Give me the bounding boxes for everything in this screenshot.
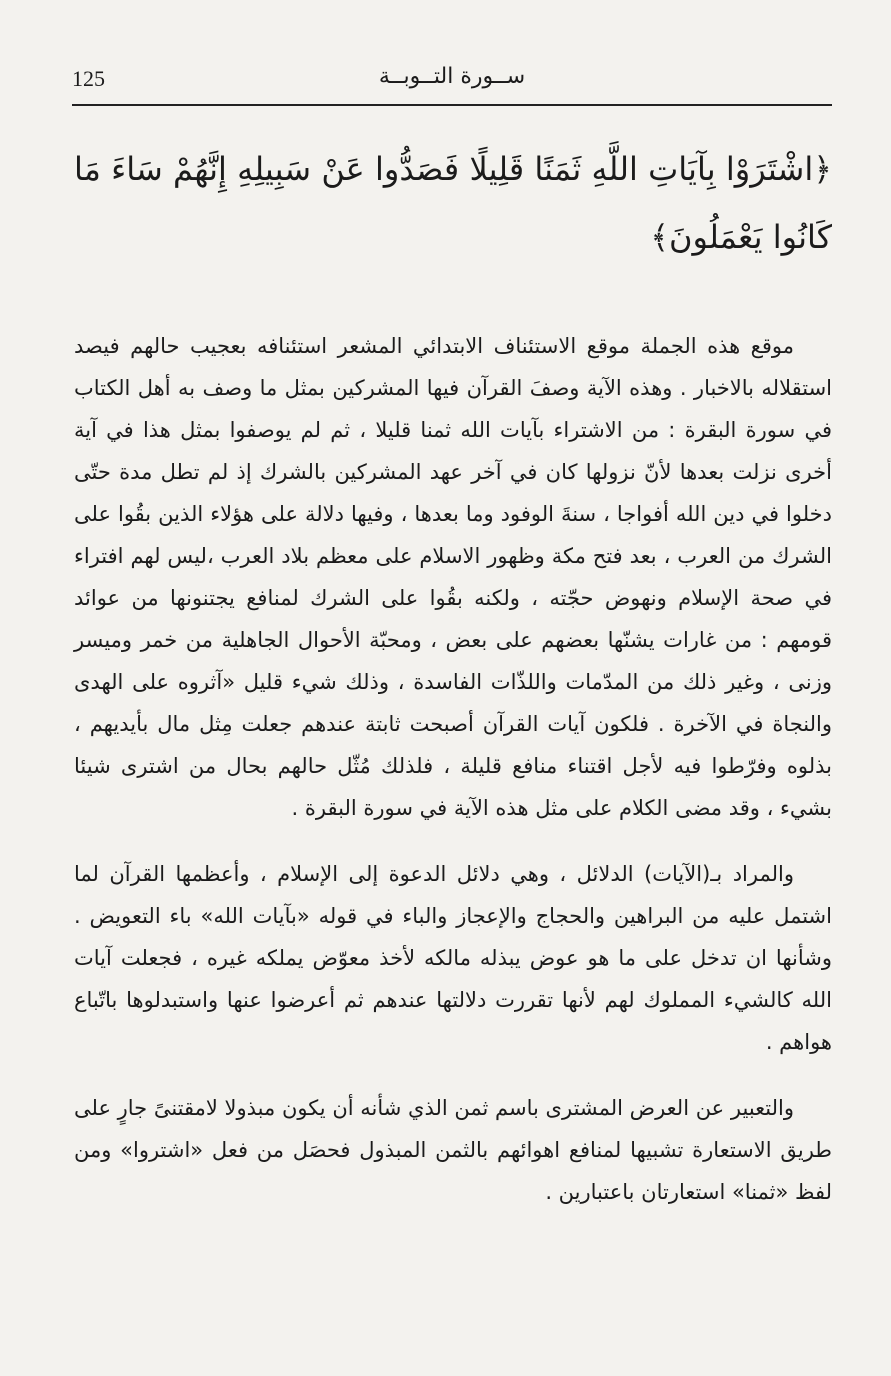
quran-verse: ﴿اشْتَرَوْا بِآيَاتِ اللَّهِ ثَمَنًا قَلِيلًا فَصَدُّوا عَنْ سَبِيلِهِ إِنَّهُمْ سَاءَ مَا كَانُوا يَعْمَلُونَ﴾: [74, 150, 832, 256]
paragraph: والمراد بـ(الآيات) الدلائل ، وهي دلائل الدعوة إلى الإسلام ، وأعظمها القرآن لما اشتمل عليه من البراهين والحجاج والإعجاز والباء في قوله «بآيات الله» باء التعويض . وشأنها ان تدخل على ما هو عوض يبذله مالكه لأخذ معوّض يملكه غيره ، فجعلت آيات الله كالشيء المملوك لهم لأنها تقررت دلالتها عندهم ثم أعرضوا عنها واستبدلوها باتّباع هواهم .: [74, 862, 832, 1054]
commentary-text: [74, 325, 832, 1237]
page-number: 125: [72, 66, 105, 91]
header-divider: [72, 104, 832, 106]
surah-title: ســورة التــوبــة: [378, 64, 526, 89]
paragraph: موقع هذه الجملة موقع الاستئناف الابتدائي المشعر استئنافه بعجيب حالهم فيصد استقلاله بالاخبار . وهذه الآية وصفَ القرآن فيها المشركين بمثل ما وصف به أهل الكتاب في سورة البقرة : من الاشتراء بآيات الله ثمنا قليلا ، ثم لم يوصفوا بمثل هذا في آية أخرى نزلت بعدها لأنّ نزولها كان في آخر عهد المشركين بالشرك إذ لم تطل مدة حتّى دخلوا في دين الله أفواجا ، سنةَ الوفود وما بعدها ، وفيها دلالة على هؤلاء الذين بقُوا على الشرك من العرب ، بعد فتح مكة وظهور الاسلام على معظم بلاد العرب ،ليس لهم افتراء في صحة الإسلام ونهوض حجّته ، ولكنه بقُوا على الشرك لمنافع يجتنونها من عوائد قومهم : من غارات يشنّها بعضهم على بعض ، ومحبّة الأحوال الجاهلية من خمر وميسر وزنى ، وغير ذلك من المدّمات واللذّات الفاسدة ، وذلك شيء قليل «آثروه على الهدى والنجاة في الآخرة . فلكون آيات القرآن أصبحت ثابتة عندهم جعلت مِثل مال بأيديهم ، بذلوه وفرّطوا فيه لأجل اقتناء منافع قليلة ، فلذلك مُثّل حالهم بحال من اشترى شيئا بشيء ، وقد مضى الكلام على مثل هذه الآية في سورة البقرة .: [74, 334, 832, 820]
paragraph: والتعبير عن العرض المشترى باسم ثمن الذي شأنه أن يكون مبذولا لامقتنىً جارٍ على طريق الاستعارة تشبيها لمنافع اهوائهم بالثمن المبذول فحصَل من فعل «اشتروا» ومن لفظ «ثمنا» استعارتان باعتبارين .: [73, 1096, 832, 1204]
page-header: [72, 62, 832, 106]
